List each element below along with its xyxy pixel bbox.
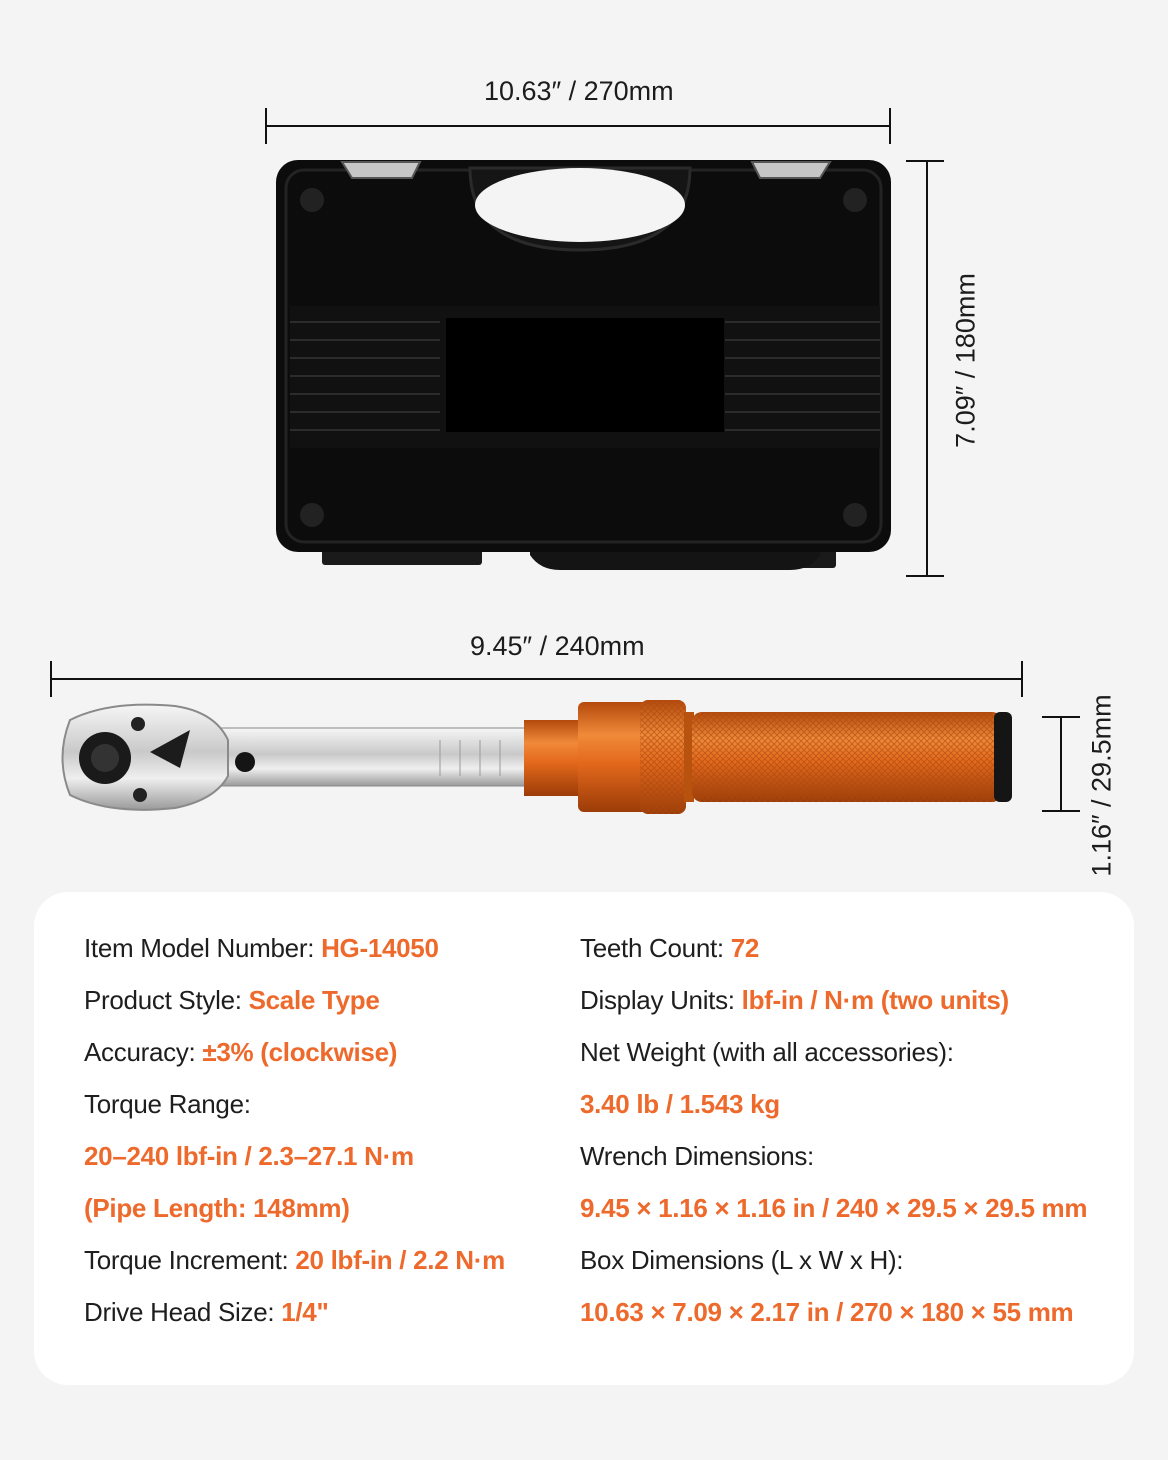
spec-box-dimensions-label [580, 1234, 1087, 1286]
spec-torque-range-value [84, 1130, 505, 1182]
spec-value: 10.63 × 7.09 × 2.17 in / 270 × 180 × 55 mm [580, 1297, 1074, 1327]
box-width-label: 10.63″ / 270mm [484, 76, 674, 106]
spec-value: 20–240 lbf-in / 2.3–27.1 N·m [84, 1141, 414, 1171]
spec-label: Teeth Count: [580, 933, 731, 963]
specs-left-column [84, 922, 505, 1338]
spec-label: Net Weight (with all accessories): [580, 1037, 954, 1067]
spec-label: Torque Increment: [84, 1245, 296, 1275]
spec-value: 3.40 lb / 1.543 kg [580, 1089, 780, 1119]
spec-torque-increment [84, 1234, 505, 1286]
spec-wrench-dimensions-label [580, 1130, 1087, 1182]
spec-net-weight-value [580, 1078, 1087, 1130]
spec-display-units [580, 974, 1087, 1026]
spec-value: 1/4" [281, 1297, 329, 1327]
carrying-case-icon [276, 160, 891, 570]
spec-value: HG-14050 [321, 933, 439, 963]
spec-label: Accuracy: [84, 1037, 203, 1067]
specifications-card [34, 892, 1134, 1385]
spec-item-model-number [84, 922, 505, 974]
spec-value: 72 [730, 933, 760, 963]
wrench-diameter-label: 1.16″ / 29.5mm [1086, 694, 1117, 877]
spec-label: Drive Head Size: [84, 1297, 282, 1327]
spec-product-style [84, 974, 505, 1026]
spec-value: 9.45 × 1.16 × 1.16 in / 240 × 29.5 × 29.5 mm [580, 1193, 1088, 1223]
spec-value: (Pipe Length: 148mm) [84, 1193, 350, 1223]
spec-torque-range-label [84, 1078, 505, 1130]
box-height-label: 7.09″ / 180mm [950, 273, 981, 448]
spec-box-dimensions-value [580, 1286, 1087, 1338]
spec-value: 20 lbf-in / 2.2 N·m [295, 1245, 505, 1275]
spec-label: Torque Range: [84, 1089, 251, 1119]
specs-right-column [580, 922, 1087, 1338]
spec-label: Wrench Dimensions: [580, 1141, 814, 1171]
spec-value: lbf-in / N·m (two units) [741, 985, 1009, 1015]
spec-label: Product Style: [84, 985, 249, 1015]
spec-label: Item Model Number: [84, 933, 322, 963]
spec-value: ±3% (clockwise) [202, 1037, 398, 1067]
spec-net-weight-label [580, 1026, 1087, 1078]
torque-wrench-icon [63, 700, 1013, 814]
spec-drive-head-size [84, 1286, 505, 1338]
spec-value: Scale Type [248, 985, 380, 1015]
spec-accuracy [84, 1026, 505, 1078]
spec-label: Box Dimensions (L x W x H): [580, 1245, 904, 1275]
spec-teeth-count [580, 922, 1087, 974]
spec-pipe-length [84, 1182, 505, 1234]
spec-label: Display Units: [580, 985, 742, 1015]
spec-wrench-dimensions-value [580, 1182, 1087, 1234]
wrench-length-label: 9.45″ / 240mm [470, 631, 645, 661]
